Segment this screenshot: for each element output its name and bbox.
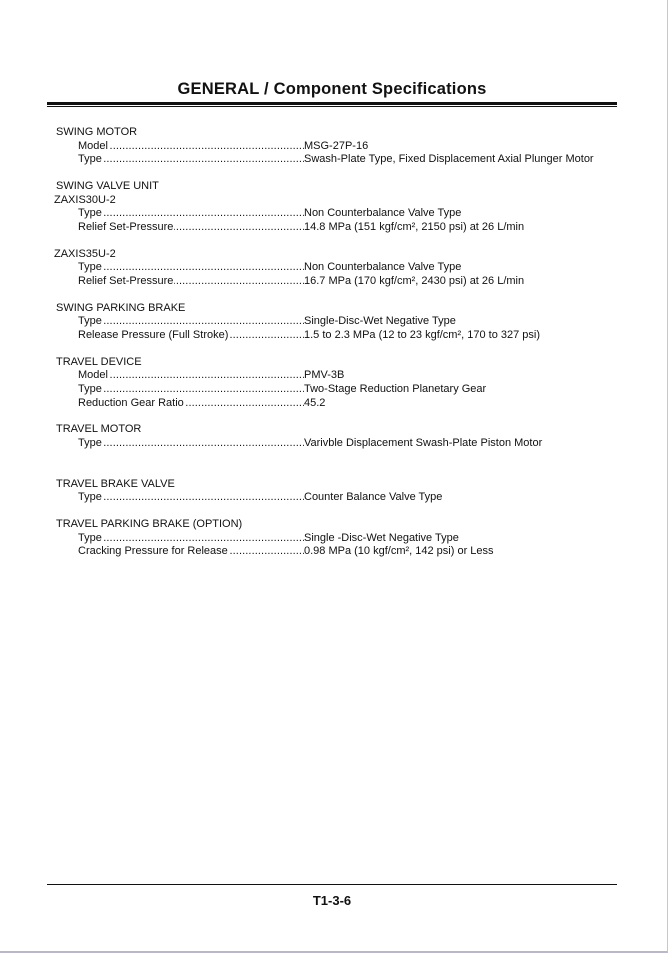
spec-value: Two-Stage Reduction Planetary Gear [304,383,487,395]
spec-value: Non Counterbalance Valve Type [304,261,462,273]
spec-label: Type [78,532,102,544]
spec-row [78,221,638,234]
spec-row [78,491,638,504]
section-heading-travel-motor: TRAVEL MOTOR [56,423,142,435]
spec-value: 0.98 MPa (10 kgf/cm², 142 psi) or Less [304,545,494,557]
leader-dots [78,491,304,504]
spec-label: Relief Set-Pressure [78,221,174,233]
spec-label: Type [78,437,102,449]
spec-value: Single-Disc-Wet Negative Type [304,315,456,327]
section-heading-travel-parking-brake: TRAVEL PARKING BRAKE (OPTION) [56,518,243,530]
spec-value: Varivble Displacement Swash-Plate Piston Motor [304,437,543,449]
spec-value: Single -Disc-Wet Negative Type [304,532,459,544]
spec-row [78,383,638,396]
spec-label: Type [78,207,102,219]
spec-value: Non Counterbalance Valve Type [304,207,462,219]
spec-label: Model [78,369,108,381]
spec-value: 45.2 [304,397,326,409]
spec-row [78,437,638,450]
spec-value: MSG-27P-16 [304,140,369,152]
spec-label: Type [78,261,102,273]
leader-dots [78,261,304,274]
spec-value: 1.5 to 2.3 MPa (12 to 23 kgf/cm², 170 to 327 psi) [304,329,541,341]
spec-row [78,315,638,328]
spec-label: Type [78,383,102,395]
spec-value: 14.8 MPa (151 kgf/cm², 2150 psi) at 26 L/min [304,221,525,233]
spec-label: Type [78,315,102,327]
section-heading-swing-motor: SWING MOTOR [56,126,138,138]
section-heading-swing-parking-brake: SWING PARKING BRAKE [56,302,186,314]
spec-row [78,207,638,220]
spec-value: Swash-Plate Type, Fixed Displacement Axial Plunger Motor [304,153,594,165]
spec-label: Type [78,491,102,503]
leader-dots [78,140,304,153]
footer-rule [47,884,617,885]
leader-dots [78,207,304,220]
spec-row [78,140,638,153]
section-heading-travel-brake-valve: TRAVEL BRAKE VALVE [56,478,175,490]
spec-label: Release Pressure (Full Stroke) [78,329,229,341]
spec-value: Counter Balance Valve Type [304,491,443,503]
spec-row [78,261,638,274]
spec-label: Type [78,153,102,165]
section-heading-travel-device: TRAVEL DEVICE [56,356,142,368]
model-heading-zaxis30u-2: ZAXIS30U-2 [54,194,116,206]
leader-dots [78,437,304,450]
spec-row [78,397,638,410]
spec-label: Cracking Pressure for Release [78,545,228,557]
page-title: GENERAL / Component Specifications [177,80,487,98]
leader-dots [78,153,304,166]
section-heading-swing-valve-unit: SWING VALVE UNIT [56,180,159,192]
spec-row [78,275,638,288]
spec-label: Reduction Gear Ratio [78,397,184,409]
spec-row [78,545,638,558]
model-heading-zaxis35u-2: ZAXIS35U-2 [54,248,116,260]
spec-label: Model [78,140,108,152]
leader-dots [78,315,304,328]
spec-value: 16.7 MPa (170 kgf/cm², 2430 psi) at 26 L/min [304,275,525,287]
leader-dots [78,383,304,396]
leader-dots [78,369,304,382]
spec-label: Relief Set-Pressure [78,275,174,287]
spec-row [78,369,638,382]
spec-row [78,532,638,545]
leader-dots [78,532,304,545]
page-number: T1-3-6 [312,893,352,908]
spec-row [78,329,638,342]
spec-row [78,153,638,166]
spec-value: PMV-3B [304,369,345,381]
